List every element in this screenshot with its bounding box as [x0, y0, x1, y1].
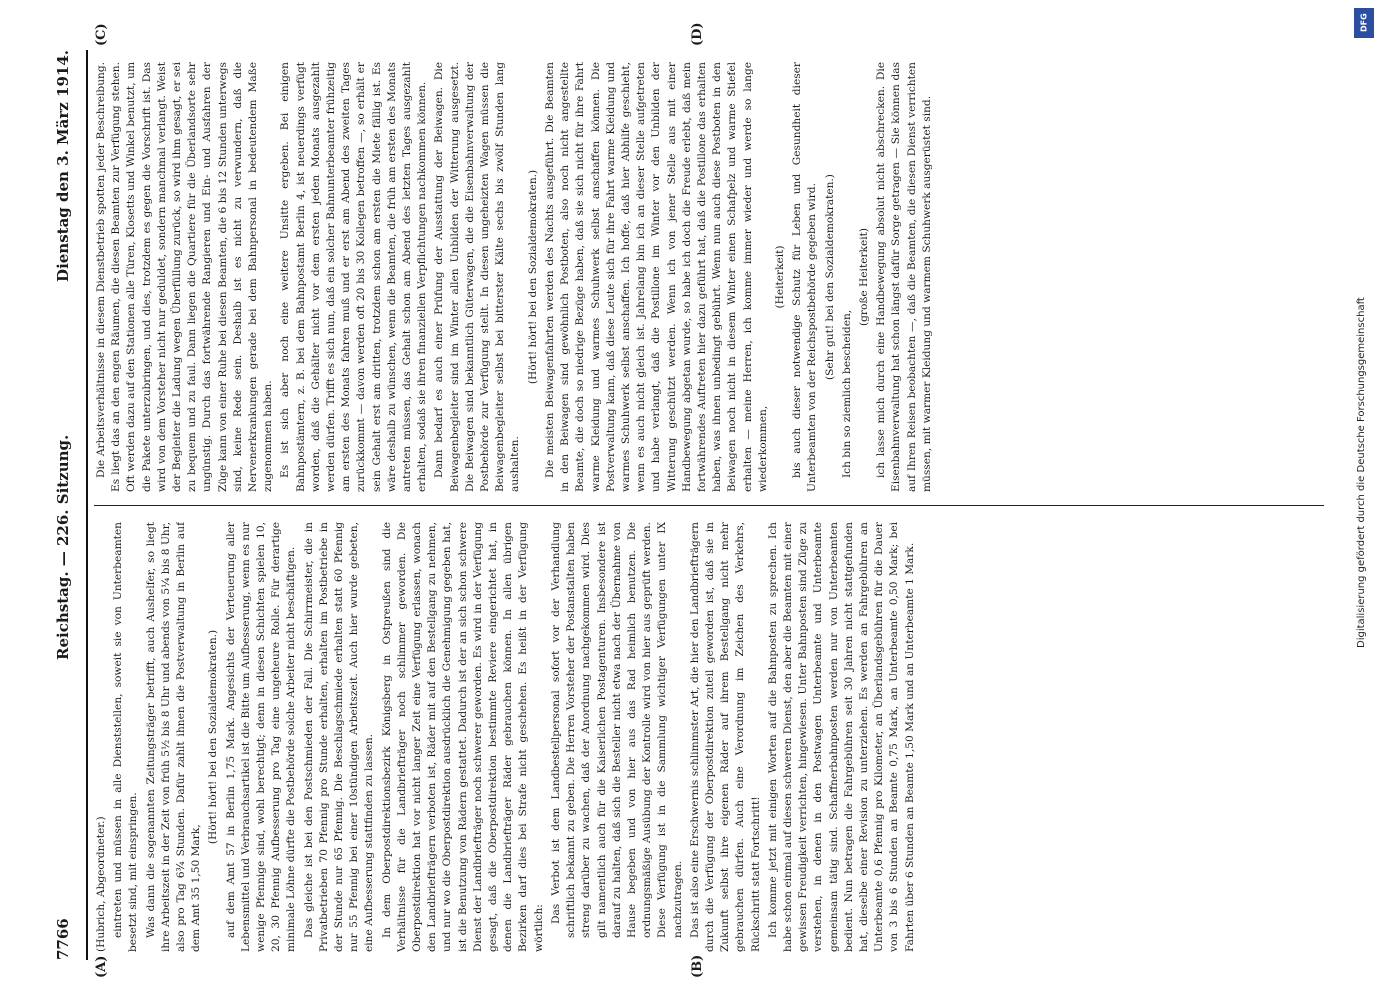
- paragraph: Es ist sich aber noch eine weitere Unsitte ergeben. Bei einigen Bahnpostämtern, z. B. bei dem Bahnpostamt Berlin 4, ist neuerdings verfügt worden, daß die Gehälter nicht vor dem ersten jeden Monats ausgezahlt werden dürfen. Trifft es sich nun, daß ein solcher Bahnunterbeamter frühzeitig am ersten des Monats fahren muß und er erst am Abend des zweiten Tages zurückkommt — davon werden oft 20 bis 30 Kollegen betroffen —, so erhält er sein Gehalt erst am dritten, trotzdem schon am ersten die Miete fällig ist. Es wäre deshalb zu wünschen, wenn die Beamten, die früh am ersten des Monats antreten müssen, das Gehalt schon am Abend des letzten Tages ausgezahlt erhalten, sodaß sie ihren finanziellen Verpflichtungen nachkommen können.: [279, 62, 429, 492]
- page-header: [50, 50, 80, 960]
- right-column: [94, 62, 1324, 492]
- speaker-note: (Hubrich, Abgeordneter.): [95, 816, 107, 952]
- margin-marker-b: (B): [690, 954, 705, 978]
- interjection: (Hört! hört! bei den Sozialdemokraten.): [207, 629, 220, 845]
- interjection: (Sehr gut! bei den Sozialdemokraten.): [823, 174, 836, 380]
- paragraph: Die meisten Beiwagenfahrten werden des Nachts ausgeführt. Die Beamten in den Beiwagen sind gewöhnlich Postboten, also noch nicht angestellte Beamte, die doch so niedrige Bezüge haben, daß sie sich nicht für ihre Fahrt warme Kleidung und warmes Schuhwerk selbst anschaffen können. Die Postverwaltung kann, daß diese Leute sich für ihre Fahrt warme Kleidung und warmes Schuhwerk selbst anschaffen. Ich hoffe, daß hier Abhilfe geschieht, wenn es auch nicht gleich ist. Jahrelang bin ich an dieser Stelle aufgetreten und habe verlangt, daß die Postillone im Winter vor den Unbilden der Witterung geschützt werden. Wenn ich von jener Stelle aus mit einer Handbewegung abgetan wurde, so habe ich doch die Freude erlebt, daß mein fortwährendes Auftreten hier dazu geführt hat, daß die Postillone das erhalten haben, was ihnen unbedingt gebührt. Wenn nun auch diese Postboten in den Beiwagen noch nicht in diesem Winter einen Schafpelz und warme Stiefel erhalten — meine Herren, ich komme immer wieder und werde so lange wiederkommen,: [543, 62, 769, 492]
- column-divider: [94, 505, 1324, 506]
- paragraph: eintreten und müssen in alle Dienststellen, soweit sie von Unterbeamten besetzt sind, mit einspringen.: [112, 522, 140, 952]
- header-rule: [86, 50, 88, 960]
- digitization-sidebar: [1353, 8, 1375, 992]
- quoted-decree: Das Verbot ist dem Landbestellpersonal sofort vor der Verhandlung schriftlich bekannt zu geben. Die Herren Vorsteher der Postanstalten haben streng darüber zu wachen, daß der Anordnung nachgekommen wird. Dies gilt namentlich auch für die Kaiserlichen Postagenturen. Insbesondere ist darauf zu halten, daß sich die Besteller nicht etwa nach der Übernahme von Hause begeben und von hier aus das Rad heimlich benutzen. Die ordnungsmäßige Ausübung der Kontrolle wird von hier aus geprüft werden. Diese Verfügung ist in die Sammlung wichtiger Verfügungen unter IX nachzutragen.: [549, 522, 684, 938]
- paragraph: Ich bin so ziemlich bescheiden,: [840, 309, 853, 478]
- paragraph: Dann bedarf es auch einer Prüfung der Ausstattung der Beiwagen. Die Beiwagenbegleiter sind im Winter allen Unbilden der Witterung ausgesetzt. Die Beiwagen sind bekanntlich Güterwagen, die die Eisenbahnverwaltung der Postbehörde zur Verfügung stellt. In diesen ungeheizten Wagen müssen die Beiwagenbegleiter selbst bei bitterster Kälte sechs bis zwölf Stunden lang aushalten.: [433, 62, 522, 492]
- dfg-logo: DFG: [1354, 8, 1374, 38]
- interjection: (große Heiterkeit): [857, 227, 870, 327]
- session-title: Reichstag. — 226. Sitzung.: [54, 434, 72, 660]
- paragraph: ich lasse mich durch eine Handbewegung absolut nicht abschrecken. Die Eisenbahnverwaltung hat schon längst dafür Sorge getragen — Sie können das auf Ihren Reisen beobachten —, daß die Beamten, die diesen Dienst verrichten müssen, mit warmer Kleidung und warmem Schuhwerk ausgerüstet sind.: [875, 62, 933, 492]
- paragraph: Das gleiche ist bei den Postschmieden der Fall. Die Schirrmeister, die in Privatbetrieben 70 Pfennig pro Stunde erhalten, erhalten im Postbetriebe in der Stunde nur 65 Pfennig. Die Beschlagschmiede erhalten statt 60 Pfennig nur 55 Pfennig bei einer 10stündigen Arbeitszeit. Auch hier wurde gebeten, eine Aufbesserung stattfinden zu lassen.: [302, 522, 376, 952]
- interjection: (Hört! hört! bei den Sozialdemokraten.): [526, 169, 539, 385]
- document-page: [50, 22, 1340, 980]
- interjection: (Heiterkeit): [773, 245, 786, 309]
- paragraph: auf dem Amt 57 in Berlin 1,75 Mark. Angesichts der Verteuerung aller Lebensmittel und Verbrauchsartikel ist die Bitte um Aufbesserung, wenn es nur wenige Pfennige sind, wohl berechtigt; denn in diesen Schichten spielen 10, 20, 30 Pfennig Aufbesserung pro Tag eine ungeheure Rolle. Für derartige minimale Löhne dürfte die Postbehörde solche Arbeiter nicht beschäftigen.: [224, 522, 298, 952]
- margin-marker-d: (D): [690, 22, 705, 46]
- paragraph: In dem Oberpostdirektionsbezirk Königsberg in Ostpreußen sind die Verhältnisse für die Landbriefträger noch schlimmer geworden. Die Oberpostdirektion hat vor nicht langer Zeit eine Verfügung erlassen, wonach den Landbriefträgern verboten ist, Räder mit auf den Bestellgang zu nehmen, und nur wo die Oberpostdirektion ausdrücklich die Genehmigung gegeben hat, ist die Benutzung von Rädern gestattet. Dadurch ist der an sich schon schwere Dienst der Landbriefträger noch schwerer geworden. Es wird in der Verfügung gesagt, daß die Oberpostdirektion bestimmte Reviere eingerichtet hat, in denen die Landbriefträger Räder gebrauchen können. In allen übrigen Bezirken darf dies bei Strafe nicht geschehen. Es heißt in der Verfügung wörtlich:: [380, 522, 545, 952]
- paragraph: Das ist also eine Erschwernis schlimmster Art, die hier den Landbriefträgern durch die Verfügung der Oberpostdirektion zuteil geworden ist, daß sie in Zukunft selbst ihre eigenen Räder auf ihrem Bestellgang nicht mehr gebrauchen dürfen. Auch eine Verordnung im Zeichen des Verkehrs, Rückschritt statt Fortschritt!: [688, 522, 762, 952]
- digitization-credit: Digitalisierung gefördert durch die Deutsche Forschungsgemeinschaft: [1356, 297, 1367, 648]
- paragraph: Ich komme jetzt mit einigen Worten auf die Bahnposten zu sprechen. Ich habe schon einmal auf diesen schweren Dienst, den aber die Beamten mit einer gewissen Freudigkeit verrichten, hingewiesen. Unter Bahnposten sind Züge zu verstehen, in denen in den Postwagen Unterbeamte und Unterbeamte gemeinsam tätig sind. Schaffnerbahnposten werden nur von Unterbeamten bedient. Nun betragen die Fahrgebühren seit 30 Jahren nicht stattgefunden hat, dieselbe einer Revision zu unterziehen. Es werden an Fahrgebühren an Unterbeamte 0,6 Pfennig pro Kilometer, an Überlandsgebühren für die Dauer von 3 bis 6 Stunden an Beamte 0,75 Mark, an Unterbeamte 0,50 Mark; bei Fahrten über 6 Stunden an Beamte 1,50 Mark und an Unterbeamte 1 Mark.: [766, 522, 916, 952]
- left-column: [94, 522, 1324, 952]
- paragraph: bis auch dieser notwendige Schutz für Leben und Gesundheit dieser Unterbeamten von der Reichspostbehörde gegeben wird.: [791, 62, 819, 492]
- session-date: Dienstag den 3. März 1914.: [54, 50, 72, 282]
- margin-marker-c: (C): [94, 23, 109, 46]
- page-number: 7766: [54, 918, 72, 960]
- paragraph: Was dann die sogenannten Zeitungsträger betrifft, auch Aushelfer, so liegt ihre Arbeitszeit in der Zeit von früh 5½ bis 8 Uhr und abends von 5¼ bis 8 Uhr, also pro Tag 6¾ Stunden. Dafür zahlt ihnen die Postverwaltung in Berlin auf dem Amt 35 1,50 Mark,: [144, 522, 203, 952]
- margin-marker-a: (A): [94, 955, 109, 978]
- paragraph: Die Arbeitsverhältnisse in diesem Dienstbetrieb spotten jeder Beschreibung. Es liegt das an den engen Räumen, die diesen Beamten zur Verfügung stehen. Oft werden dazu auf den Stationen alle Türen, Klosetts und Winkel benutzt, um die Pakete unterzubringen, und dies, trotzdem es gegen die Vorschrift ist. Das wird von dem Vorsteher nicht nur geduldet, sondern manchmal verlangt. Weist der Begleiter die Ladung wegen Überfüllung zurück, so wird ihm gesagt, er sei zu bequem und zu faul. Dann liegen die Quartiere für die Überlandsorte sehr ungünstig. Durch das fortwährende Rangieren und Ein- und Ausfahren der Züge kann von einer Ruhe bei diesen Beamten, die 6 bis 12 Stunden unterwegs sind, keine Rede sein. Deshalb ist es nicht zu verwundern, daß die Nervenerkrankungen gerade bei dem Bahnpersonal in bedeutendem Maße zugenommen haben.: [95, 62, 275, 492]
